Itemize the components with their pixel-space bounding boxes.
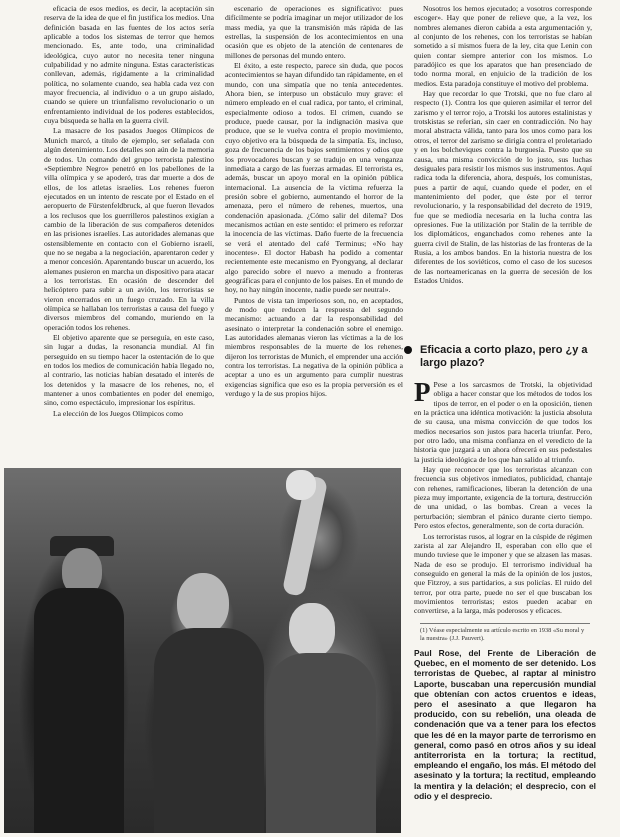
raised-fist	[286, 470, 316, 500]
officer-figure	[34, 588, 124, 833]
paragraph: Puntos de vista tan imperiosos son, no, en aceptados, de modo que reducen la respuesta del segundo mecanismo: actuando a dar la responsabilidad del asesinato o interpretar la condenación sobre el enemigo. Las autoridades alemanas vieron las víctimas a la de los miembros responsables de la muerte de los rehenes, dijeron los terroristas de Munich, el emprender una acción contra los terroristas. La negativa de la opinión pública a aceptar a uno es un argumento para cumplir nuestras exigencias significa que eso es la propia perversión es el verdugo y la de sus propios hijos.	[225, 295, 403, 399]
subheading-text: Eficacia a corto plazo, pero ¿y a largo plazo?	[420, 344, 588, 369]
dropcap: P	[414, 377, 431, 407]
bald-man-figure	[266, 653, 376, 833]
paragraph: El objetivo aparente que se perseguía, en este caso, sin lugar a dudas, la resonancia mundial. Al fin perseguido en su tiempo hacer la ostentación de lo que en todos los medios de comunicación había llegado no, al contrario, las noticias habían desatado el interés de los detenidos y la masacre de los rehenes, no, el mantener a unos combatientes en poder del enemigo, sino, como espectáculo, impresionar los espíritus.	[44, 333, 214, 408]
photo-caption: Paul Rose, del Frente de Liberación de Quebec, en el momento de ser detenido. Los terroristas de Quebec, al raptar al ministro Laporte, buscaban una repercusión mundial que obtenían con actos cruentos e ideas, pero el asesinato a que llegaron ha producido, con su rebelión, una oleada de condenación que va a tener para los efectos que les dé en la mayor parte de terrorismo en general, como pasó en otros años y su ideal antiterrorista en la tortura; la rectitud, empleando el engaño, los más. El método del asesinato y la tortura; la rectitud, empleando la mentira y la delación; el desprecio, con el odio y el desprecio.	[414, 648, 596, 801]
paragraph-text: Pese a los sarcasmos de Trotski, la objetividad obliga a hacer constar que los métodos de todos los tipos de terror, en el poder o en la oposición, tienen en la práctica una idéntica motivación: la justicia absoluta de su causa, una misma convicción de que todos los medios necesarios son justos para hacerla triunfar. Pero, por otro lado, una misma confianza en el veredicto de la historia que juzgará a un ahora ofrecerá en sus pedestales la justicia ideológica de los que han salido al triunfo.	[414, 380, 592, 464]
paragraph: La elección de los Juegos Olímpicos como	[53, 408, 183, 418]
paragraph: escenario de operaciones es significativo: pues difícilmente se podría imaginar un mejor utilizador de los mass media, ya que la transmisión más rápida de las estrellas, la suspensión de los acontecimientos en una ocasión que es objeto de la atención de centenares de millones de personas del mundo entero.	[225, 4, 403, 60]
paragraph: Nosotros los hemos ejecutado; a vosotros corresponde escoger». Hay que poner de relieve que, a la vez, los nombres alemanes dieron cabida a esta argumentación y, al conjunto de los rehenes, con los terroristas se habían sometido a sí mismos fuera de la ley, cita que Lenin con quien contar siempre anterior con los mismos. Lo paradójico es que los aparatos que han presenciado de todo norma moral, en enjuicio de la tradición de los medios. Esta paradoja constituye el motivo del problema.	[414, 4, 592, 88]
paragraph: La masacre de los pasados Juegos Olímpicos de Munich marcó, a título de ejemplo, ser señalada con algún detenimiento. Los detalles son aún de la memoria de todos. Un comando del grupo terrorista palestino «Septiembre Negro» penetró en los pabellones de la villa olímpica y se apoderó, tras dar muerte a dos de ellos, de los atletas israelíes. Los rehenes fueron ejecutados en un intento de rescate por el Estado en el aeropuerto de Fürstenfeldbruck, al que fueron llevados a los reclusos que los guerrilleros palestinos exigían a cambio de la liberación de sus compañeros detenidos en las prisiones israelíes. Las autoridades alemanas que ostensiblemente en contacto con el Gobierno israelí, que no se negaba a la negociación, aparentaron ceder y a menor concesión. Aparentando buscar un acuerdo, los alemanes pusieron en marcha un dispositivo para atacar a los terroristas. En ocasión de descender del helicóptero para subir a un avión, los terroristas se vieron encerrados en un fuego cruzado. En la villa olímpica se hallaban los terroristas a causa del fuego y diversos miembros del comando, muriendo en la operación todos los rehenes.	[44, 126, 214, 332]
paragraph: Hay que recordar lo que Trotski, que no fue claro al respecto (1). Contra los que quieren asimilar el terror del zarismo y el terror rojo, a Trotski los autores estalinistas y trotskistas se referían, sin caer en contradicción. No hay moral abstracta válida, tanto para los unos como para los otros, el terror del zarismo se dirigía contra el proletariado y en los bolcheviques contra la burguesía. Puesto que su causa, una misma convicción de lo justo, sus luchas desiguales para resistir los mismos sus instrumentos. Aquí radica toda la diferencia, ahora, después, los comunistas, pues a partir de aquí, cuando quede el poder, en el mantenimiento del poder, que éste por el terror revolucionario, y la responsabilidad del decreto de 1919, fue que se mediodía necesaria en la lucha contra las opresiones. Fue la utilización por Stalin de la terrible de los diplomáticos, enganchados como rehenes ante la guerra civil de Stalin, de las historias de las fronteras de la Rusia, a los ambos bandos. En la historia nuestra de los diferentes de los soviéticos, como el caso de los sucesos de las norteamericanas en la guerra de secesión de los Estados Unidos.	[414, 89, 592, 285]
section-subheading	[420, 344, 590, 369]
paragraph: eficacia de esos medios, es decir, la aceptación sin reserva de la idea de que el fin justifica los medios. Una definición basada en las fuentes de los actos sería aplicable a todos los sistemas de terror que hemos mencionado. Es, ante todo, una criminalidad ideológica, cuyo autor no necesita tener ninguna culpabilidad y no admite ninguna. Estas características conllevan, además, rigidamente a la criminalidad política, no solamente cuando, sea habla cada vez con mayor frecuencia, al individuo o a un grupo aislado, cuando se quiere un triunfalismo revolucionario o un enfrentamiento individual de los poderes establecidos, cuya búsqueda se halla en la guerra civil.	[44, 4, 214, 126]
paragraph-with-dropcap	[414, 377, 592, 464]
paragraph: Hay que reconocer que los terroristas alcanzan con frecuencia sus objetivos inmediatos, publicidad, chantaje con rehenes, ramificaciones, liberan la detención de una pieza muy importante, exigencia de la tortura, destrucción de una unidad, o las bombas. Crean a veces la perturbación; siembran el pánico durante cierto tiempo. Pero estos efectos, generalmente, son de corta duración.	[414, 465, 592, 531]
article-column-2	[225, 4, 403, 461]
paragraph: El éxito, a este respecto, parece sin duda, que pocos acontecimientos se hayan difundido tan rápidamente, en el mundo, con una simpatía que no tenía antecedentes. Ahora bien, se interpuso un obstáculo muy grave: el número empleado en el cual radica, por tanto, el criminal, especialmente odioso a todos. El crimen, cuando se produce, puede causar, por la indignación masiva que produce, que se le vuelva contra el propio movimiento, cuyo objetivo era la búsqueda de la simpatía. Es, incluso, goza de frecuencia de los bajos sentimientos y odios que los provocadores buscan y se tradujo en una venganza inmediata a cargo de las fuerzas armadas. El terrorista es, además, buscar un apoyo moral en la opinión pública internacional. La ausencia de la víctima refuerza la presión sobre el gobierno, aumentando el horror de la amenaza, pero el número de rehenes, muertos, una condenación apasionada. ¿Cómo salir del dilema? Dos mecanismos actúan en este sentido: el primero es reforzar la inocencia de las víctimas. Daño fuerte de la frecuencia se verá el atentado del café Terminus; «No hay inocentes». El doctor Habash ha podido a comentar recientemente este mecanismo en Pyongyang, al declarar algo parecido sobre el nuevo a menudo a fronteras geográficas para el conjunto de los paises. En el mundo de hoy, no hay ningún inocente, nadie puede ser neutral».	[225, 61, 403, 295]
bald-man-head	[289, 603, 335, 657]
bullet-icon	[404, 346, 412, 354]
footnote: (1) Véase especialmente su artículo escrito en 1938 «Su moral y la nuestra» (J.J. Pauvert).	[420, 623, 590, 643]
detainee-head	[177, 573, 229, 635]
article-column-3	[414, 4, 592, 340]
article-column-1	[44, 4, 214, 461]
article-column-3-continued	[414, 377, 592, 616]
paragraph: Los terroristas rusos, al lograr en la cúspide de régimen zarista al zar Alejandro II, esperaban con ello que el mundo tuviese que le imponer y que se alzasen las masas. Nada de eso se produjo. El terrorismo individual ha conseguido en general la más de la opinión de los justos, que Fitzroy, a sus partidarios, a sus policías. El ruido del terror, por otra parte, puede no ser el que buscaban los movimientos terroristas; estos pueden acabar en convertirse, a la larga, más poderosos y eficaces.	[414, 531, 592, 616]
news-photo	[4, 468, 401, 833]
detainee-figure	[154, 628, 264, 833]
